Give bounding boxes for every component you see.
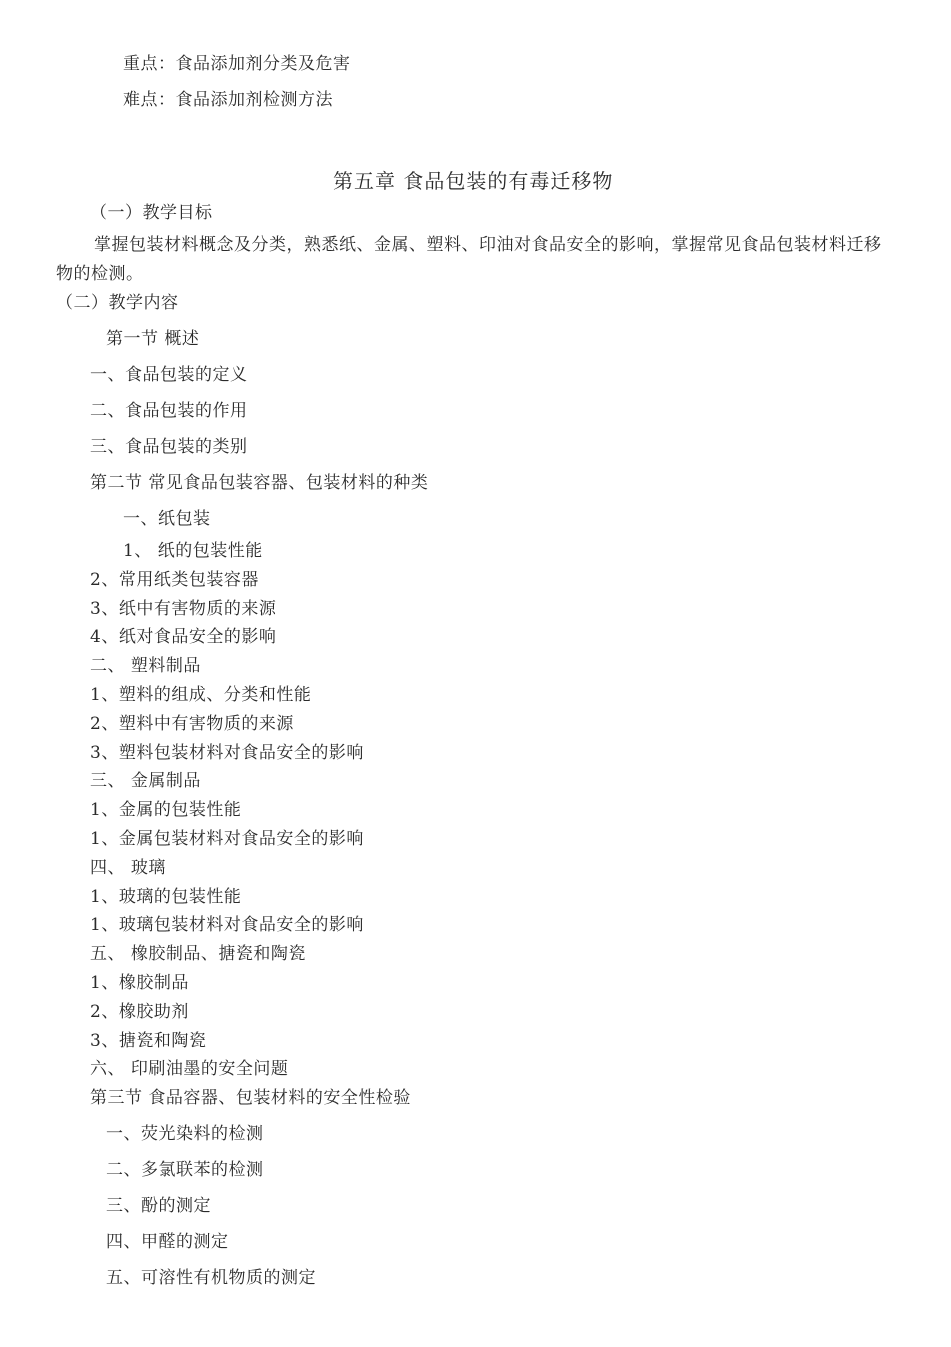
content-heading: （二）教学内容 (56, 293, 179, 313)
plastic-item: 2、塑料中有害物质的来源 (90, 714, 294, 734)
plastic-item: 3、塑料包装材料对食品安全的影响 (90, 743, 364, 763)
paper-item: 3、纸中有害物质的来源 (90, 599, 277, 619)
objective-heading: （一）教学目标 (90, 203, 213, 223)
key-point-line: 重点：食品添加剂分类及危害 (123, 54, 351, 74)
glass-item: 1、玻璃的包装性能 (90, 887, 242, 907)
section-3-item: 四、甲醛的测定 (106, 1232, 229, 1252)
paper-item: 2、常用纸类包装容器 (90, 570, 259, 590)
section-3-item: 五、可溶性有机物质的测定 (106, 1268, 316, 1288)
section-3-item: 二、多氯联苯的检测 (106, 1160, 264, 1180)
section-1-item: 一、食品包装的定义 (90, 365, 248, 385)
metal-heading: 三、 金属制品 (90, 771, 201, 791)
rubber-item: 3、搪瓷和陶瓷 (90, 1031, 207, 1051)
rubber-item: 1、橡胶制品 (90, 973, 189, 993)
plastic-item: 1、塑料的组成、分类和性能 (90, 685, 312, 705)
section-1-item: 二、食品包装的作用 (90, 401, 248, 421)
metal-item: 1、金属包装材料对食品安全的影响 (90, 829, 364, 849)
section-3-item: 三、酚的测定 (106, 1196, 211, 1216)
glass-heading: 四、 玻璃 (90, 858, 166, 878)
paper-heading: 一、纸包装 (123, 509, 211, 529)
section-1-title: 第一节 概述 (106, 329, 200, 349)
metal-item: 1、金属的包装性能 (90, 800, 242, 820)
section-3-item: 一、荧光染料的检测 (106, 1124, 264, 1144)
objective-paragraph: 掌握包装材料概念及分类，熟悉纸、金属、塑料、印油对食品安全的影响，掌握常见食品包装材料迁移物的检测。 (56, 235, 882, 284)
ink-heading: 六、 印刷油墨的安全问题 (90, 1059, 289, 1079)
glass-item: 1、玻璃包装材料对食品安全的影响 (90, 915, 364, 935)
paper-item: 4、纸对食品安全的影响 (90, 627, 277, 647)
section-1-item: 三、食品包装的类别 (90, 437, 248, 457)
plastic-heading: 二、 塑料制品 (90, 656, 201, 676)
difficulty-line: 难点：食品添加剂检测方法 (123, 90, 333, 110)
paper-item: 1、 纸的包装性能 (123, 541, 263, 561)
rubber-heading: 五、 橡胶制品、搪瓷和陶瓷 (90, 944, 306, 964)
chapter-title: 第五章 食品包装的有毒迁移物 (333, 169, 614, 193)
section-3-title: 第三节 食品容器、包装材料的安全性检验 (90, 1088, 411, 1108)
section-2-title: 第二节 常见食品包装容器、包装材料的种类 (90, 473, 429, 493)
rubber-item: 2、橡胶助剂 (90, 1002, 189, 1022)
